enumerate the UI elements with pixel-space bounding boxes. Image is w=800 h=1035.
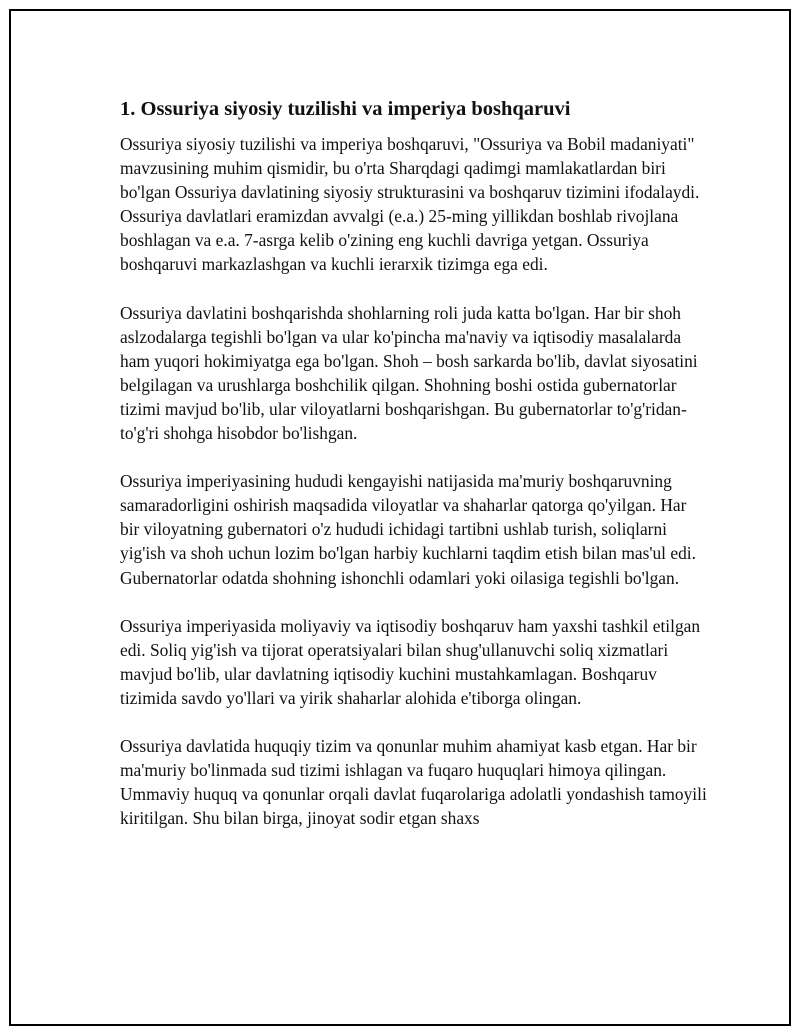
section-heading: 1. Ossuriya siyosiy tuzilishi va imperiya boshqaruvi: [120, 98, 571, 120]
paragraph-1: Ossuriya siyosiy tuzilishi va imperiya boshqaruvi, "Ossuriya va Bobil madaniyati" mavzusining muhim qismidir, bu o'rta Sharqdagi qadimgi mamlakatlardan biri bo'lgan Ossuriya davlatining siyosiy strukturasini va boshqaruv tizimini ifodalaydi. Ossuriya davlatlari eramizdan avvalgi (e.a.) 25-ming yillikdan boshlab rivojlana boshlagan va e.a. 7-asrga kelib o'zining eng kuchli davriga yetgan. Ossuriya boshqaruvi markazlashgan va kuchli ierarxik tizimga ega edi.: [120, 134, 700, 275]
paragraph-3: Ossuriya imperiyasining hududi kengayishi natijasida ma'muriy boshqaruvning samaradorligini oshirish maqsadida viloyatlar va shaharlar qatorga qo'yilgan. Har bir viloyatning gubernatori o'z hududi ichidagi tartibni ushlab turish, soliqlarni yig'ish va shoh uchun lozim bo'lgan harbiy kuchlarni taqdim etish bilan mas'ul edi. Gubernatorlar odatda shohning ishonchli odamlari yoki oilasiga tegishli bo'lgan.: [120, 471, 696, 588]
paragraph-4: Ossuriya imperiyasida moliyaviy va iqtisodiy boshqaruv ham yaxshi tashkil etilgan edi. Soliq yig'ish va tijorat operatsiyalari bilan shug'ullanuvchi soliq xizmatlari mavjud bo'lib, ular davlatning iqtisodiy kuchini mustahkamlagan. Boshqaruv tizimida savdo yo'llari va yirik shaharlar alohida e'tiborga olingan.: [120, 615, 701, 708]
document-page: [9, 9, 791, 1026]
paragraph-2: Ossuriya davlatini boshqarishda shohlarning roli juda katta bo'lgan. Har bir shoh aslzodalarga tegishli bo'lgan va ular ko'pincha ma'naviy va iqtisodiy masalalarda ham yuqori hokimiyatga ega bo'lgan. Shoh – bosh sarkarda bo'lib, davlat siyosatini belgilagan va urushlarga boshchilik qilgan. Shohning boshi ostida gubernatorlar tizimi mavjud bo'lib, ular viloyatlarni boshqarishgan. Bu gubernatorlar to'g'ridan-to'g'ri shohga hisobdor bo'lishgan.: [120, 302, 698, 444]
paragraph-5: Ossuriya davlatida huquqiy tizim va qonunlar muhim ahamiyat kasb etgan. Har bir ma'muriy bo'linmada sud tizimi ishlagan va fuqaro huquqlari himoya qilingan. Ummaviy huquq va qonunlar orqali davlat fuqarolariga adolatli yondashish tamoyili kiritilgan. Shu bilan birga, jinoyat sodir etgan shaxs: [120, 735, 707, 829]
document-content: [120, 97, 710, 854]
